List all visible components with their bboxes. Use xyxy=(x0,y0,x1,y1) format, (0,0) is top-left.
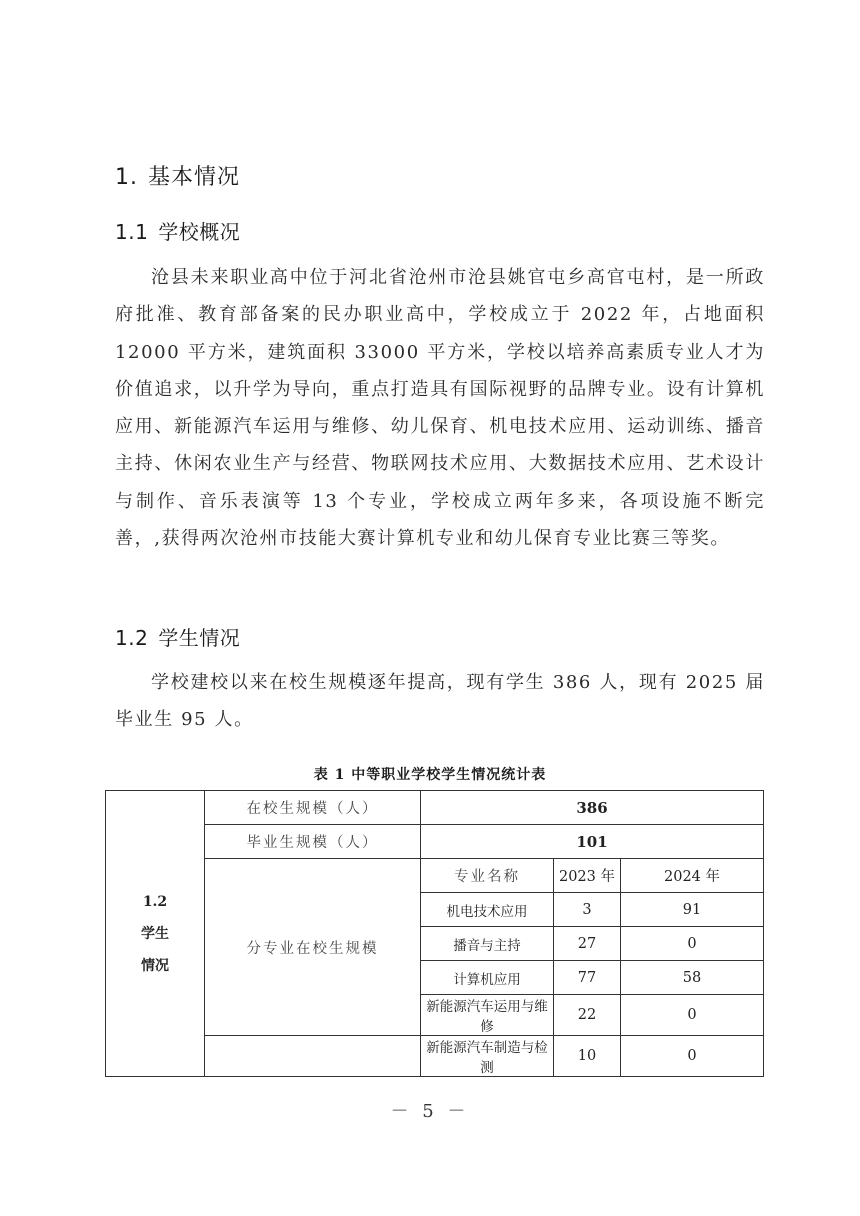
heading-title: 基本情况 xyxy=(148,165,241,190)
by-major-label: 分专业在校生规模 xyxy=(205,859,421,1036)
table-header-row xyxy=(106,859,764,893)
count-2023: 22 xyxy=(554,995,621,1036)
enrolled-value: 386 xyxy=(421,791,764,825)
major-name: 播音与主持 xyxy=(421,927,554,961)
section-label-cell xyxy=(106,791,205,1077)
header-2023: 2023 年 xyxy=(554,859,621,893)
heading-school-overview xyxy=(115,216,240,245)
count-2023: 27 xyxy=(554,927,621,961)
table-row xyxy=(106,825,764,859)
header-major: 专业名称 xyxy=(421,859,554,893)
heading-basic-info xyxy=(115,160,240,191)
heading-student-situation xyxy=(115,622,240,651)
header-2024: 2024 年 xyxy=(621,859,764,893)
section-label-line: 学生 xyxy=(141,925,169,942)
major-name: 机电技术应用 xyxy=(421,893,554,927)
heading-title: 学校概况 xyxy=(158,220,241,244)
major-name: 新能源汽车制造与检测 xyxy=(421,1036,554,1077)
count-2024: 0 xyxy=(621,927,764,961)
heading-number: 1.1 xyxy=(115,220,149,244)
school-overview-paragraph: 沧县未来职业高中位于河北省沧州市沧县姚官屯乡高官屯村，是一所政府批准、教育部备案的民办职业高中，学校成立于 2022 年，占地面积 12000 平方米，建筑面积 33000 平方米，学校以培养高素质专业人才为价值追求，以升学为导向，重点打造具有国际视野的品牌专业。设有计算机应用、新能源汽车运用与维修、幼儿保育、机电技术应用、运动训练、播音主持、休闲农业生产与经营、物联网技术应用、大数据技术应用、艺术设计与制作、音乐表演等 13 个专业，学校成立两年多来，各项设施不断完善，,获得两次沧州市技能大赛计算机专业和幼儿保育专业比赛三等奖。 xyxy=(115,267,765,550)
table-row xyxy=(106,1036,764,1077)
table-caption: 表 1 中等职业学校学生情况统计表 xyxy=(313,767,547,783)
count-2023: 3 xyxy=(554,893,621,927)
heading-title: 学生情况 xyxy=(158,626,241,650)
graduates-label: 毕业生规模（人） xyxy=(205,825,421,859)
graduates-value: 101 xyxy=(421,825,764,859)
count-2023: 10 xyxy=(554,1036,621,1077)
major-name: 新能源汽车运用与维修 xyxy=(421,995,554,1036)
heading-number: 1.2 xyxy=(115,626,149,650)
count-2024: 0 xyxy=(621,995,764,1036)
count-2023: 77 xyxy=(554,961,621,995)
student-stats-table xyxy=(105,790,764,1077)
student-situation-paragraph: 学校建校以来在校生规模逐年提高，现有学生 386 人，现有 2025 届毕业生 95 人。 xyxy=(115,672,765,731)
heading-number: 1. xyxy=(115,165,138,190)
enrolled-label: 在校生规模（人） xyxy=(205,791,421,825)
count-2024: 0 xyxy=(621,1036,764,1077)
page-number: － 5 － xyxy=(390,1101,470,1122)
table-row xyxy=(106,791,764,825)
count-2024: 58 xyxy=(621,961,764,995)
section-label-line: 情况 xyxy=(141,957,169,974)
empty-cell xyxy=(205,1036,421,1077)
section-label-number: 1.2 xyxy=(142,893,168,910)
count-2024: 91 xyxy=(621,893,764,927)
major-name: 计算机应用 xyxy=(421,961,554,995)
